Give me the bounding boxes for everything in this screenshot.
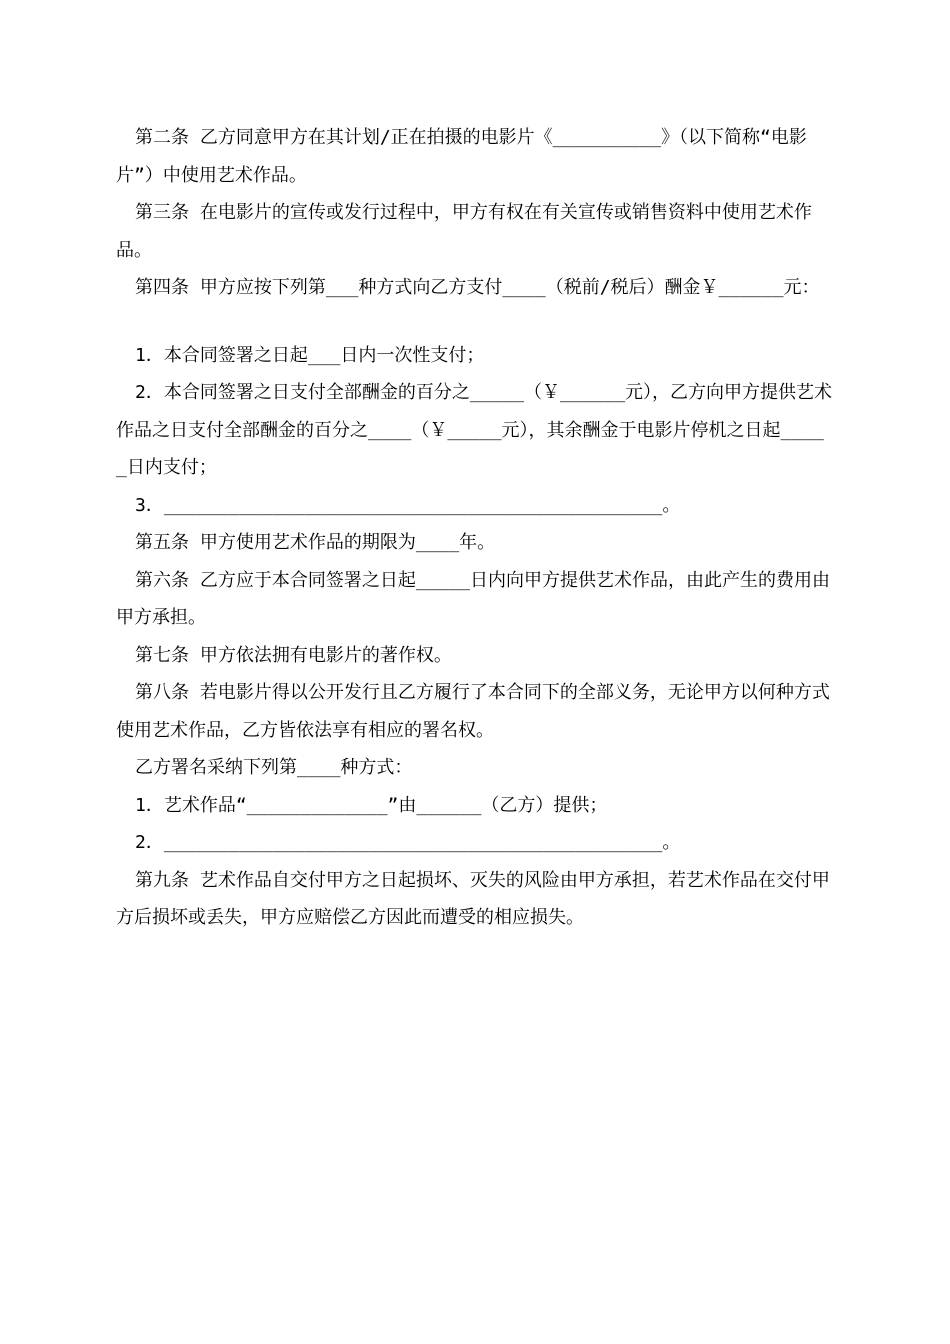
article-4: 第四条 甲方应按下列第___种方式向乙方支付____（税前/税后）酬金￥______元： [135,277,820,298]
article-9: 第九条 艺术作品自交付甲方之日起损坏、灭失的风险由甲方承担，若艺术作品在交付甲方后损坏或丢失，甲方应赔偿乙方因此而遭受的相应损失。 [116,869,830,928]
article-2: 第二条 乙方同意甲方在其计划/正在拍摄的电影片《__________》（以下简称“电影片”）中使用艺术作品。 [116,127,807,186]
payment-option-3: 3．______________________________________________。 [135,494,681,516]
article-5: 第五条 甲方使用艺术作品的期限为____年。 [135,532,496,553]
payment-option-2: 2．本合同签署之日支付全部酬金的百分之_____（￥______元），乙方向甲方提供艺术作品之日支付全部酬金的百分之____（￥_____元），其余酬金于电影片停机之日起_____日内支付； [116,382,833,478]
article-3: 第三条 在电影片的宣传或发行过程中，甲方有权在有关宣传或销售资料中使用艺术作品。 [116,202,812,261]
article-8: 第八条 若电影片得以公开发行且乙方履行了本合同下的全部义务，无论甲方以何种方式使用艺术作品，乙方皆依法享有相应的署名权。 [116,682,830,741]
payment-option-1: 1．本合同签署之日起___日内一次性支付； [135,344,485,366]
article-6: 第六条 乙方应于本合同签署之日起_____日内向甲方提供艺术作品，由此产生的费用由甲方承担。 [116,569,831,628]
attribution-option-1: 1．艺术作品“_____________”由______（乙方）提供； [135,794,608,816]
blank-line [116,307,834,337]
attribution-method: 乙方署名采纳下列第____种方式： [135,757,413,778]
contract-body [116,119,834,937]
attribution-option-2: 2．______________________________________________。 [135,832,681,853]
article-7: 第七条 甲方依法拥有电影片的著作权。 [135,644,452,666]
